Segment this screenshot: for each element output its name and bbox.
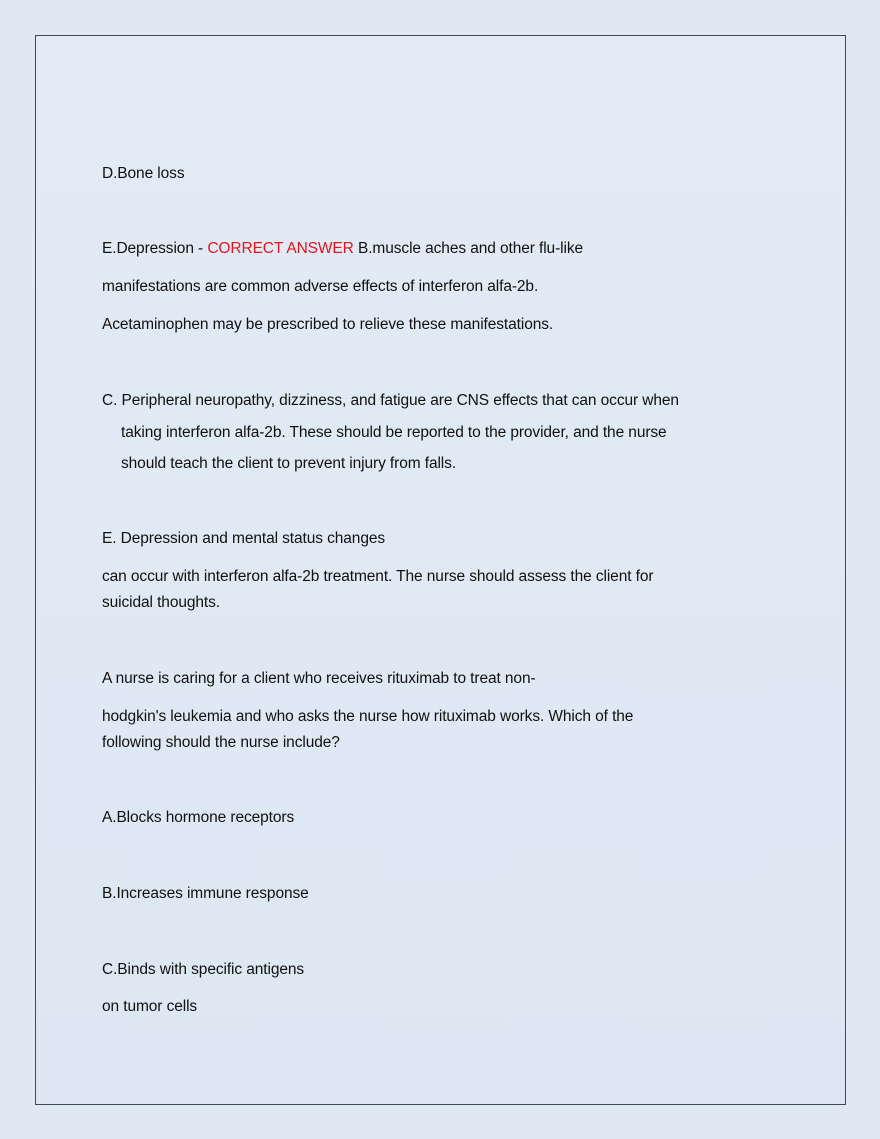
option-a: A.Blocks hormone receptors <box>102 809 295 826</box>
rationale-e: suicidal thoughts. <box>102 594 220 611</box>
option-e: E.Depression - <box>102 240 208 257</box>
question-text: following should the nurse include? <box>102 734 340 751</box>
rationale-line: Acetaminophen may be prescribed to relieve these manifestations. <box>102 316 554 333</box>
correct-answer-label: CORRECT ANSWER <box>207 240 354 257</box>
option-d: D.Bone loss <box>102 165 185 182</box>
option-c: on tumor cells <box>102 998 198 1015</box>
option-b: B.Increases immune response <box>102 885 309 902</box>
rationale-e: E. Depression and mental status changes <box>102 530 386 547</box>
option-c: C.Binds with specific antigens <box>102 961 305 978</box>
rationale-c: C. Peripheral neuropathy, dizziness, and fatigue are CNS effects that can occur when <box>102 392 679 409</box>
question-text: A nurse is caring for a client who receives rituximab to treat non- <box>102 670 536 687</box>
rationale-c: taking interferon alfa-2b. These should be reported to the provider, and the nurse <box>121 424 667 441</box>
rationale-text: B.muscle aches and other flu-like <box>353 240 583 257</box>
question-text: hodgkin's leukemia and who asks the nurse how rituximab works. Which of the <box>102 708 634 725</box>
answer-line <box>102 239 583 259</box>
rationale-line: manifestations are common adverse effects of interferon alfa-2b. <box>102 278 539 295</box>
rationale-e: can occur with interferon alfa-2b treatment. The nurse should assess the client for <box>102 568 654 585</box>
rationale-c: should teach the client to prevent injury from falls. <box>121 455 457 472</box>
